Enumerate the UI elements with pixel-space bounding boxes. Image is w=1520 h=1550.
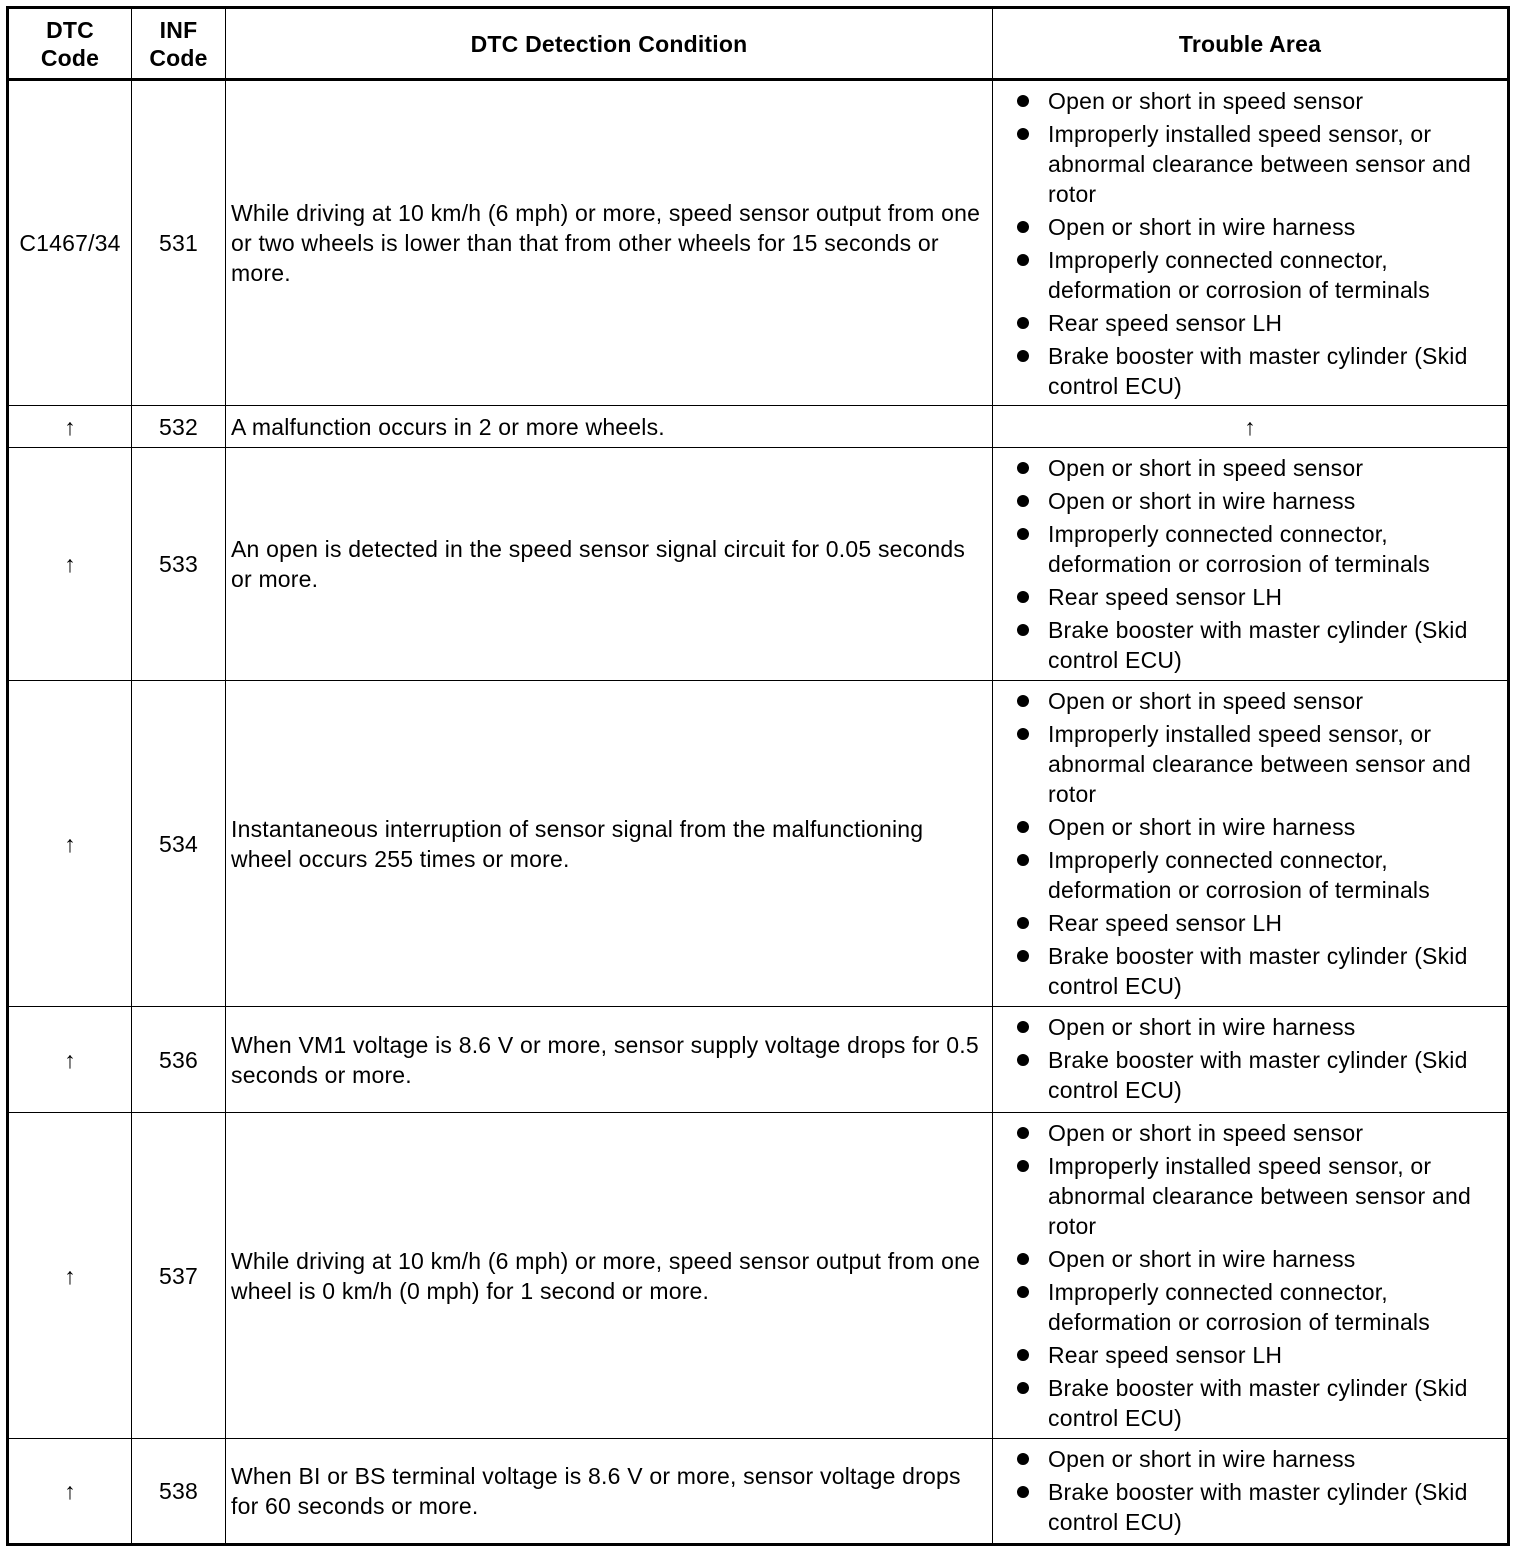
inf-code-cell: 534 <box>132 681 226 1007</box>
trouble-area-cell <box>993 1007 1509 1113</box>
table-row <box>8 1007 1509 1113</box>
list-item <box>993 486 1503 516</box>
inf-code-cell: 531 <box>132 80 226 406</box>
bullet-icon <box>1017 254 1029 266</box>
table-row <box>8 448 1509 681</box>
trouble-area-cell <box>993 448 1509 681</box>
bullet-icon <box>1017 1253 1029 1265</box>
bullet-icon <box>1017 95 1029 107</box>
list-item <box>993 212 1503 242</box>
table-row <box>8 1113 1509 1439</box>
trouble-area-list <box>993 1118 1503 1433</box>
trouble-area-cell <box>993 80 1509 406</box>
table-body <box>8 80 1509 1545</box>
trouble-area-text: Open or short in speed sensor <box>1048 88 1364 114</box>
trouble-area-text: Open or short in wire harness <box>1048 488 1356 514</box>
header-dtc-code-line1: DTC <box>46 16 94 43</box>
dtc-code-cell: ↑ <box>8 1007 132 1113</box>
header-inf-code-line1: INF <box>159 16 198 43</box>
trouble-area-list <box>993 86 1503 401</box>
dtc-code-cell: ↑ <box>8 448 132 681</box>
list-item <box>993 908 1503 938</box>
detection-condition-cell: An open is detected in the speed sensor signal circuit for 0.05 seconds or more. <box>226 448 993 681</box>
trouble-area-text: Rear speed sensor LH <box>1048 584 1283 610</box>
trouble-area-text: Open or short in wire harness <box>1048 1014 1356 1040</box>
list-item <box>993 845 1503 905</box>
trouble-area-text: Open or short in speed sensor <box>1048 1120 1364 1146</box>
detection-condition-cell: When BI or BS terminal voltage is 8.6 V or more, sensor voltage drops for 60 seconds or more. <box>226 1439 993 1545</box>
header-inf-code <box>132 8 226 80</box>
bullet-icon <box>1017 728 1029 740</box>
table-row <box>8 80 1509 406</box>
trouble-area-text: Open or short in speed sensor <box>1048 455 1364 481</box>
trouble-area-text: Open or short in speed sensor <box>1048 688 1364 714</box>
trouble-area-text: Improperly connected connector, deformation or corrosion of terminals <box>1048 1279 1430 1335</box>
bullet-icon <box>1017 917 1029 929</box>
trouble-area-text: Rear speed sensor LH <box>1048 1342 1283 1368</box>
header-trouble-area: Trouble Area <box>993 8 1509 80</box>
trouble-area-cell: ↑ <box>993 406 1509 448</box>
table-row <box>8 1439 1509 1545</box>
list-item <box>993 1444 1503 1474</box>
bullet-icon <box>1017 350 1029 362</box>
bullet-icon <box>1017 695 1029 707</box>
bullet-icon <box>1017 528 1029 540</box>
dtc-table <box>6 6 1510 1546</box>
bullet-icon <box>1017 1021 1029 1033</box>
bullet-icon <box>1017 624 1029 636</box>
list-item <box>993 519 1503 579</box>
trouble-area-text: Improperly connected connector, deformation or corrosion of terminals <box>1048 847 1430 903</box>
detection-condition-cell: When VM1 voltage is 8.6 V or more, sensor supply voltage drops for 0.5 seconds or more. <box>226 1007 993 1113</box>
bullet-icon <box>1017 221 1029 233</box>
list-item <box>993 1045 1503 1105</box>
trouble-area-text: Improperly connected connector, deformation or corrosion of terminals <box>1048 247 1430 303</box>
dtc-code-cell: ↑ <box>8 681 132 1007</box>
bullet-icon <box>1017 1453 1029 1465</box>
bullet-icon <box>1017 495 1029 507</box>
bullet-icon <box>1017 317 1029 329</box>
header-row <box>8 8 1509 80</box>
trouble-area-text: Improperly installed speed sensor, or abnormal clearance between sensor and rotor <box>1048 1153 1471 1239</box>
list-item <box>993 1477 1503 1537</box>
trouble-area-text: Brake booster with master cylinder (Skid control ECU) <box>1048 943 1468 999</box>
list-item <box>993 686 1503 716</box>
trouble-area-cell <box>993 1113 1509 1439</box>
bullet-icon <box>1017 1349 1029 1361</box>
trouble-area-text: Brake booster with master cylinder (Skid control ECU) <box>1048 617 1468 673</box>
list-item <box>993 453 1503 483</box>
inf-code-cell: 538 <box>132 1439 226 1545</box>
bullet-icon <box>1017 1160 1029 1172</box>
dtc-code-cell: ↑ <box>8 1439 132 1545</box>
dtc-code-cell: C1467/34 <box>8 80 132 406</box>
detection-condition-cell: While driving at 10 km/h (6 mph) or more, speed sensor output from one or two wheels is lower than that from other wheels for 15 seconds or more. <box>226 80 993 406</box>
bullet-icon <box>1017 1054 1029 1066</box>
list-item <box>993 1340 1503 1370</box>
bullet-icon <box>1017 1486 1029 1498</box>
bullet-icon <box>1017 1286 1029 1298</box>
trouble-area-list <box>993 1012 1503 1105</box>
table-row <box>8 406 1509 448</box>
detection-condition-cell: While driving at 10 km/h (6 mph) or more, speed sensor output from one wheel is 0 km/h (0 mph) for 1 second or more. <box>226 1113 993 1439</box>
trouble-area-text: Brake booster with master cylinder (Skid control ECU) <box>1048 1375 1468 1431</box>
list-item <box>993 119 1503 209</box>
table-header <box>8 8 1509 80</box>
bullet-icon <box>1017 821 1029 833</box>
list-item <box>993 341 1503 401</box>
trouble-area-text: Open or short in wire harness <box>1048 814 1356 840</box>
list-item <box>993 1277 1503 1337</box>
trouble-area-list <box>993 1444 1503 1537</box>
list-item <box>993 1373 1503 1433</box>
trouble-area-text: Brake booster with master cylinder (Skid control ECU) <box>1048 343 1468 399</box>
list-item <box>993 719 1503 809</box>
header-dtc-code-line2: Code <box>40 44 100 71</box>
trouble-area-text: Open or short in wire harness <box>1048 214 1356 240</box>
trouble-area-text: Open or short in wire harness <box>1048 1246 1356 1272</box>
trouble-area-text: Brake booster with master cylinder (Skid control ECU) <box>1048 1047 1468 1103</box>
list-item <box>993 812 1503 842</box>
header-detection-condition: DTC Detection Condition <box>226 8 993 80</box>
list-item <box>993 615 1503 675</box>
list-item <box>993 1151 1503 1241</box>
inf-code-cell: 532 <box>132 406 226 448</box>
inf-code-cell: 537 <box>132 1113 226 1439</box>
list-item <box>993 1012 1503 1042</box>
table-row <box>8 681 1509 1007</box>
trouble-area-list <box>993 686 1503 1001</box>
header-inf-code-line2: Code <box>149 44 208 71</box>
trouble-area-text: Improperly connected connector, deformation or corrosion of terminals <box>1048 521 1430 577</box>
bullet-icon <box>1017 1127 1029 1139</box>
bullet-icon <box>1017 591 1029 603</box>
detection-condition-cell: Instantaneous interruption of sensor signal from the malfunctioning wheel occurs 255 times or more. <box>226 681 993 1007</box>
bullet-icon <box>1017 462 1029 474</box>
bullet-icon <box>1017 128 1029 140</box>
trouble-area-cell <box>993 1439 1509 1545</box>
list-item <box>993 308 1503 338</box>
list-item <box>993 941 1503 1001</box>
trouble-area-list <box>993 453 1503 675</box>
dtc-code-cell: ↑ <box>8 406 132 448</box>
list-item <box>993 582 1503 612</box>
trouble-area-text: Improperly installed speed sensor, or abnormal clearance between sensor and rotor <box>1048 721 1471 807</box>
dtc-code-cell: ↑ <box>8 1113 132 1439</box>
list-item <box>993 86 1503 116</box>
trouble-area-text: Brake booster with master cylinder (Skid control ECU) <box>1048 1479 1468 1535</box>
bullet-icon <box>1017 1382 1029 1394</box>
list-item <box>993 245 1503 305</box>
trouble-area-text: Rear speed sensor LH <box>1048 910 1283 936</box>
trouble-area-text: Rear speed sensor LH <box>1048 310 1283 336</box>
bullet-icon <box>1017 950 1029 962</box>
trouble-area-text: Improperly installed speed sensor, or abnormal clearance between sensor and rotor <box>1048 121 1471 207</box>
inf-code-cell: 536 <box>132 1007 226 1113</box>
trouble-area-cell <box>993 681 1509 1007</box>
list-item <box>993 1118 1503 1148</box>
bullet-icon <box>1017 854 1029 866</box>
inf-code-cell: 533 <box>132 448 226 681</box>
list-item <box>993 1244 1503 1274</box>
trouble-area-text: Open or short in wire harness <box>1048 1446 1356 1472</box>
header-dtc-code <box>8 8 132 80</box>
detection-condition-cell: A malfunction occurs in 2 or more wheels. <box>226 406 993 448</box>
